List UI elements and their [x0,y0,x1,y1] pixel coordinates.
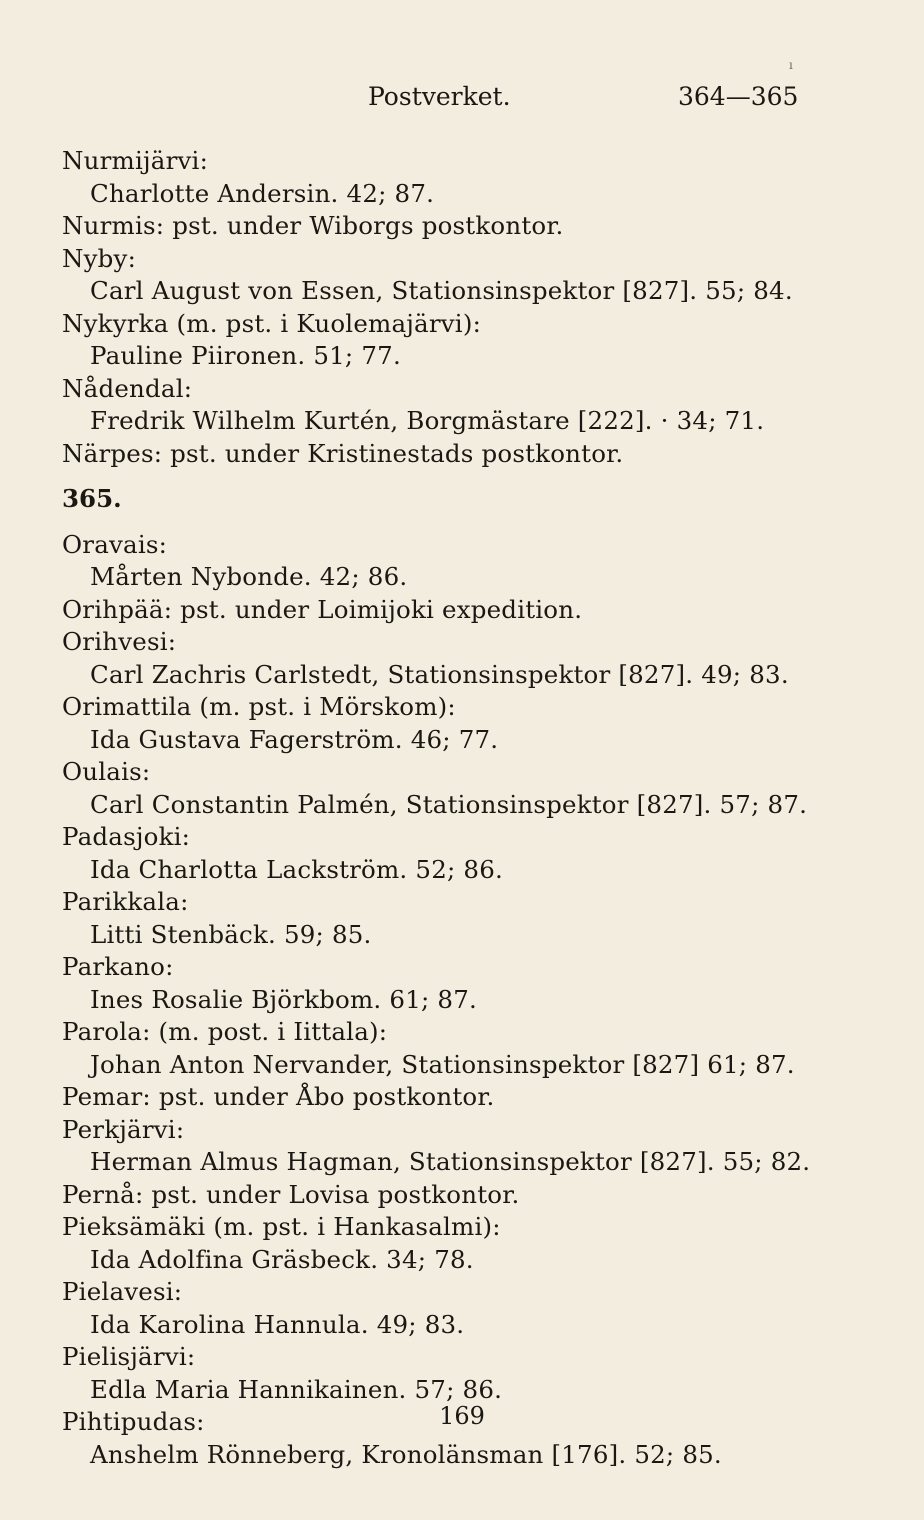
postmaster-entry: Carl August von Essen, Stationsinspektor [827]. 55; 84. [90,276,793,305]
place-entry: Nurmijärvi: [62,146,209,175]
postmaster-entry: Fredrik Wilhelm Kurtén, Borgmästare [222]. · 34; 71. [90,406,765,435]
postmaster-entry: Ida Adolfina Gräsbeck. 34; 78. [90,1244,474,1274]
header-title: Postverket. [368,82,511,111]
place-entry: Orihvesi: [62,627,177,656]
postmaster-entry: Pauline Piironen. 51; 77. [90,341,401,370]
place-entry: Orimattila (m. pst. i Mörskom): [62,692,456,721]
postmaster-entry: Edla Maria Hannikainen. 57; 86. [90,1374,503,1404]
entries-block-2 [62,529,862,1472]
postmaster-entry: Ida Gustava Fagerström. 46; 77. [90,724,499,754]
postmaster-entry: Ida Charlotta Lackström. 52; 86. [90,854,503,884]
postmaster-entry: Carl Zachris Carlstedt, Stationsinspektor [827]. 49; 83. [90,659,789,689]
header-page-range: 364—365 [678,82,799,111]
place-entry: Pielisjärvi: [62,1342,196,1371]
postmaster-entry: Herman Almus Hagman, Stationsinspektor [827]. 55; 82. [90,1147,811,1176]
postmaster-entry: Mårten Nybonde. 42; 86. [90,562,408,591]
section-number: 365. [62,484,122,513]
place-entry: Parola: (m. post. i Iittala): [62,1017,388,1046]
place-entry: Nykyrka (m. pst. i Kuolemajärvi): [62,308,482,338]
postmaster-entry: Ines Rosalie Björkbom. 61; 87. [90,984,477,1014]
entries-list [62,145,862,1471]
place-entry: Oravais: [62,529,168,559]
running-header [0,82,924,122]
place-entry: Pernå: pst. under Lovisa postkontor. [62,1179,520,1209]
place-entry: Oulais: [62,757,151,786]
place-entry: Parikkala: [62,887,189,916]
postmaster-entry: Johan Anton Nervander, Stationsinspektor [827] 61; 87. [90,1049,795,1079]
scan-mark: ı [789,58,793,72]
page-number: 169 [439,1402,485,1430]
place-entry: Perkjärvi: [62,1114,185,1144]
place-entry: Nurmis: pst. under Wiborgs postkontor. [62,211,564,240]
postmaster-entry: Litti Stenbäck. 59; 85. [90,919,372,949]
place-entry: Orihpää: pst. under Loimijoki expedition. [62,594,583,624]
postmaster-entry: Anshelm Rönneberg, Kronolänsman [176]. 52; 85. [90,1439,722,1469]
postmaster-entry: Charlotte Andersin. 42; 87. [90,178,435,208]
postmaster-entry: Carl Constantin Palmén, Stationsinspektor [827]. 57; 87. [90,789,808,819]
place-entry: Nådendal: [62,373,193,403]
place-entry: Pihtipudas: [62,1407,205,1436]
place-entry: Närpes: pst. under Kristinestads postkontor. [62,438,624,468]
place-entry: Parkano: [62,952,174,981]
place-entry: Pieksämäki (m. pst. i Hankasalmi): [62,1212,501,1241]
entries-block-1 [62,145,862,470]
place-entry: Nyby: [62,243,137,273]
place-entry: Pielavesi: [62,1277,183,1306]
place-entry: Padasjoki: [62,822,191,851]
place-entry: Pemar: pst. under Åbo postkontor. [62,1082,495,1111]
postmaster-entry: Ida Karolina Hannula. 49; 83. [90,1309,465,1339]
